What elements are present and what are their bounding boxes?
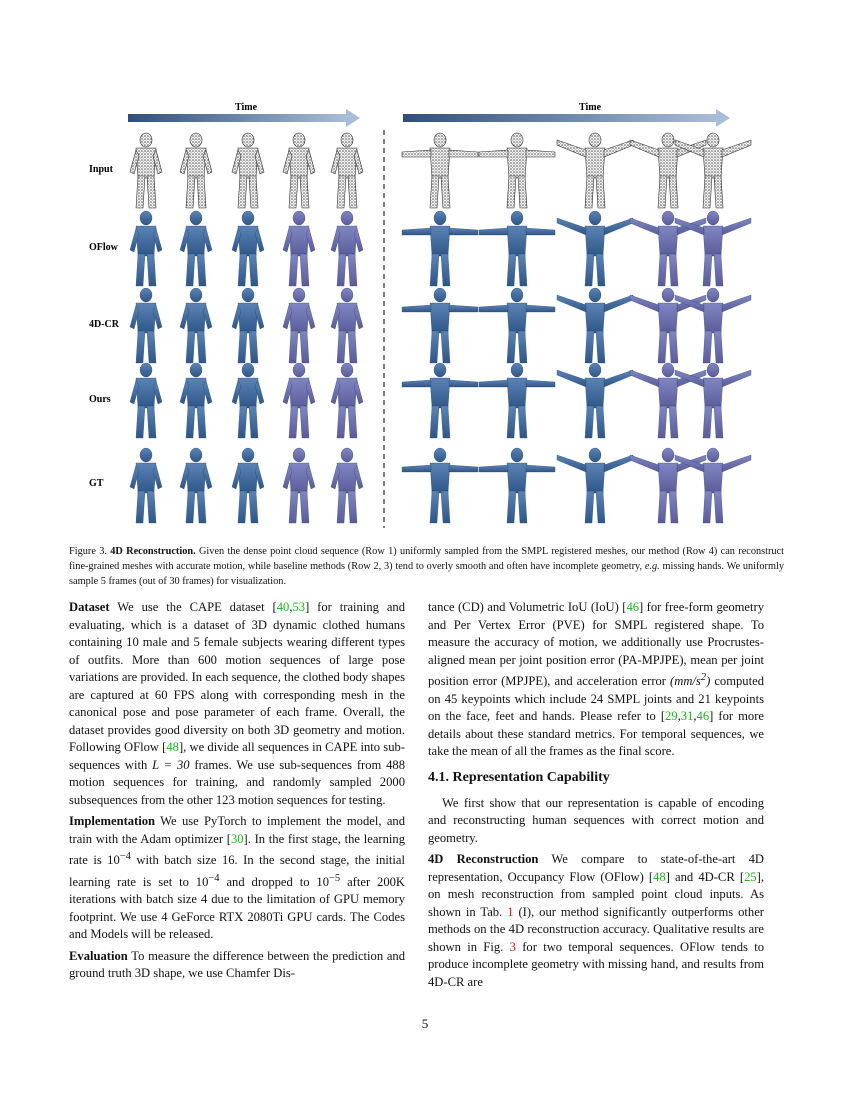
human-mesh-right-r4-c1 — [479, 448, 555, 523]
metrics-text-a: tance (CD) and Volumetric IoU (IoU) [ — [428, 600, 627, 614]
lr-2: $10^{-4}$ — [195, 872, 220, 889]
impl-text-a: We use PyTorch to implement the model, and train with the Adam optimizer [ — [69, 814, 405, 846]
representation-paragraph: We first show that our representation is capable of encoding and reconstructing human sequences with correct motion and geometry. — [428, 795, 764, 845]
human-mesh-left-r2-c0 — [130, 288, 162, 363]
human-mesh-right-r1-c4 — [675, 211, 751, 286]
figure-3 — [0, 0, 850, 540]
human-mesh-right-r0-c4 — [675, 133, 751, 208]
human-mesh-right-r3-c4 — [675, 363, 751, 438]
ref-29[interactable]: 29 — [665, 709, 678, 724]
impl-text-d: and dropped to — [226, 874, 310, 889]
implementation-paragraph — [69, 813, 405, 944]
caption-bold: 4D Reconstruction. — [110, 546, 196, 557]
time-label-right: Time — [578, 102, 602, 113]
human-mesh-right-r3-c3 — [630, 363, 706, 438]
human-mesh-left-r4-c3 — [283, 448, 315, 523]
human-mesh-right-r0-c2 — [557, 133, 633, 208]
human-mesh-left-r3-c2 — [232, 363, 264, 438]
implementation-heading: Implementation — [69, 814, 156, 828]
ref-48[interactable]: 48 — [166, 740, 179, 754]
human-mesh-left-r4-c4 — [331, 448, 363, 523]
human-mesh-left-r1-c4 — [331, 211, 363, 286]
ref-25[interactable]: 25 — [744, 869, 757, 884]
human-mesh-right-r3-c1 — [479, 363, 555, 438]
caption-text-2: missing hands. We uniformly sample 5 frames (out of 30 frames) for visualization. — [69, 561, 785, 587]
row-label-ours: Ours — [89, 394, 111, 405]
human-mesh-left-r4-c2 — [232, 448, 264, 523]
time-arrow-right — [403, 109, 730, 127]
human-mesh-left-r4-c1 — [180, 448, 212, 523]
human-mesh-left-r1-c2 — [232, 211, 264, 286]
row-label-gt: GT — [89, 478, 104, 489]
lr-3: $10^{-5}$ — [316, 872, 341, 889]
caption-prefix: Figure 3. — [69, 546, 107, 557]
figure-caption — [69, 544, 784, 589]
ref-31[interactable]: 31 — [680, 709, 694, 724]
lr-1: $10^{-4}$ — [107, 851, 131, 868]
human-mesh-left-r4-c0 — [130, 448, 162, 523]
human-mesh-right-r2-c1 — [479, 288, 555, 363]
human-mesh-left-r1-c1 — [180, 211, 212, 286]
impl-text-e: after 200K iterations with batch size 4 due to the limitation of GPU memory footprint. We use 4 GeForce RTX 2080Ti GPU cards. The Codes and Models will be released. — [69, 874, 406, 942]
human-mesh-grid — [130, 133, 751, 523]
human-mesh-right-r4-c0 — [402, 448, 478, 523]
human-mesh-right-r1-c0 — [402, 211, 478, 286]
ref-48b[interactable]: 48 — [653, 869, 666, 884]
caption-eg: e.g. — [644, 561, 660, 572]
time-label-left: Time — [234, 102, 258, 113]
recon-text-d: (I), our method significantly outperforms other methods on the 4D reconstruction accuracy. Qualitative results are shown in Fig. — [428, 904, 764, 954]
impl-text-c: with batch size 16. In the second stage, the initial learning rate is set to — [69, 853, 405, 889]
recon-text-e: for two temporal sequences. OFlow tends to produce incomplete geometry with missing hand, and results from 4D-CR are — [428, 939, 765, 989]
l-equation: L = 30 — [152, 757, 190, 772]
reconstruction-paragraph — [428, 851, 764, 991]
section-heading: 4.1. Representation Capability — [428, 769, 610, 785]
recon-text-a: We compare to state-of-the-art 4D representation, Occupancy Flow (OFlow) [ — [428, 852, 765, 884]
human-mesh-left-r2-c1 — [180, 288, 212, 363]
right-column — [428, 599, 764, 995]
ref-40[interactable]: 40 — [276, 600, 290, 614]
human-mesh-right-r2-c0 — [402, 288, 478, 363]
row-label-oflow: OFlow — [89, 242, 118, 253]
metrics-paragraph: tance (CD) and Volumetric IoU (IoU) [46] for free-form geometry and Per Vertex Error (PVE) for SMPL registered shape. To measure the accuracy of motion, we additionally use Procrustes-aligned mean per joint position error (PA-MPJPE), mean per joint position error (MPJPE), and acceleration error $(mm/s^2)$ computed on 45 keypoints which include 24 SMPL joints and 21 keypoints on the face, feet and hands. Please refer to [29,31,46] for more details about these standard metrics. For temporal sequences, we take the mean of all the frames as the final score. — [428, 600, 765, 759]
table-1-link[interactable]: 1 — [507, 904, 514, 919]
ref-46[interactable]: 46 — [626, 600, 640, 614]
human-mesh-right-r1-c1 — [479, 211, 555, 286]
human-mesh-left-r0-c3 — [283, 133, 315, 208]
impl-text-b: ]. In the first stage, the learning rate is — [69, 831, 405, 868]
recon-text-b: ] and 4D-CR [ — [665, 869, 745, 884]
evaluation-heading: Evaluation — [69, 948, 128, 963]
dataset-heading: Dataset — [69, 600, 110, 614]
dataset-text-d: frames. We use sub-sequences from 488 motion sequences for training, and randomly sampled 2000 subsequences from the other 123 motion sequences for testing. — [69, 757, 405, 807]
page-number: 5 — [421, 1016, 429, 1031]
accel-unit: $(mm/s^2)$ — [670, 672, 711, 689]
eval-text-a: To measure the difference between the prediction and ground truth 3D shape, we use Chamfer Dis- — [69, 948, 406, 981]
human-mesh-right-r0-c1 — [479, 133, 555, 208]
comma: , — [289, 600, 293, 614]
human-mesh-left-r2-c4 — [331, 288, 363, 363]
human-mesh-right-r0-c3 — [630, 133, 706, 208]
row-label-4dcr: 4D-CR — [89, 319, 119, 330]
dataset-text-c: ], we divide all sequences in CAPE into sub-sequences with — [69, 740, 405, 772]
ref-30[interactable]: 30 — [230, 831, 244, 846]
reconstruction-heading: 4D Reconstruction — [428, 852, 539, 867]
figure-3-link[interactable]: 3 — [509, 939, 516, 954]
recon-text-c: ], on mesh reconstruction from sampled point cloud inputs. As shown in Tab. — [428, 869, 764, 919]
evaluation-paragraph — [69, 948, 405, 983]
human-mesh-right-r0-c0 — [402, 133, 478, 208]
caption-text: Given the dense point cloud sequence (Row 1) uniformly sampled from the SMPL registered meshes, our method (Row 4) can reconstruct fine-grained meshes with accurate motion, while baseline methods (Row 2, 3) tend to overly smooth and often have incomplete geometry, — [69, 546, 785, 572]
dataset-text-a: We use the CAPE dataset [ — [117, 600, 277, 614]
human-mesh-right-r2-c4 — [675, 288, 751, 363]
metrics-text-b: ] for free-form geometry and Per Vertex Error (PVE) for SMPL registered shape. To measure the accuracy of motion, we additionally use Procrustes-aligned mean per joint position error (PA-MPJPE), mean per joint position error (MPJPE), and acceleration error — [428, 600, 765, 689]
human-mesh-right-r4-c3 — [630, 448, 706, 523]
ref-46b[interactable]: 46 — [696, 709, 710, 724]
metrics-text-c: computed on 45 keypoints which include 24 SMPL joints and 21 keypoints on the face, feet and hands. Please refer to [ — [428, 674, 764, 724]
human-mesh-right-r1-c3 — [630, 211, 706, 286]
human-mesh-left-r3-c4 — [331, 363, 363, 438]
human-mesh-left-r2-c3 — [283, 288, 315, 363]
dataset-text-b: ] for training and evaluating, which is a dataset of 3D dynamic clothed humans containing 10 male and 5 female subjects wearing different types of outfits. More than 600 motion sequences of large pose variations are provided. In each sequence, the clothed body shapes are captured at 60 FPS along with corresponding mesh in the canonical pose and pose parameter of each frame. Overall, the dataset provides good diversity on both 3D geometry and motion. Following OFlow [ — [69, 600, 406, 754]
human-mesh-left-r3-c3 — [283, 363, 315, 438]
metrics-text-d: ] for more details about these standard metrics. For temporal sequences, we take the mean of all the frames as the final score. — [428, 709, 764, 759]
human-mesh-right-r3-c2 — [557, 363, 633, 438]
human-mesh-left-r0-c2 — [232, 133, 264, 208]
human-mesh-left-r3-c0 — [130, 363, 162, 438]
row-label-input: Input — [89, 164, 113, 175]
human-mesh-right-r4-c2 — [557, 448, 633, 523]
human-mesh-right-r2-c3 — [630, 288, 706, 363]
human-mesh-right-r4-c4 — [675, 448, 751, 523]
dataset-paragraph — [69, 599, 405, 809]
left-column — [69, 599, 405, 987]
human-mesh-left-r1-c3 — [283, 211, 315, 286]
human-mesh-right-r3-c0 — [402, 363, 478, 438]
human-mesh-right-r1-c2 — [557, 211, 633, 286]
human-mesh-left-r0-c1 — [180, 133, 212, 208]
human-mesh-left-r1-c0 — [130, 211, 162, 286]
human-mesh-left-r3-c1 — [180, 363, 212, 438]
human-mesh-left-r0-c0 — [130, 133, 162, 208]
human-mesh-left-r2-c2 — [232, 288, 264, 363]
ref-53[interactable]: 53 — [292, 600, 306, 614]
human-mesh-right-r2-c2 — [557, 288, 633, 363]
human-mesh-left-r0-c4 — [331, 133, 363, 208]
